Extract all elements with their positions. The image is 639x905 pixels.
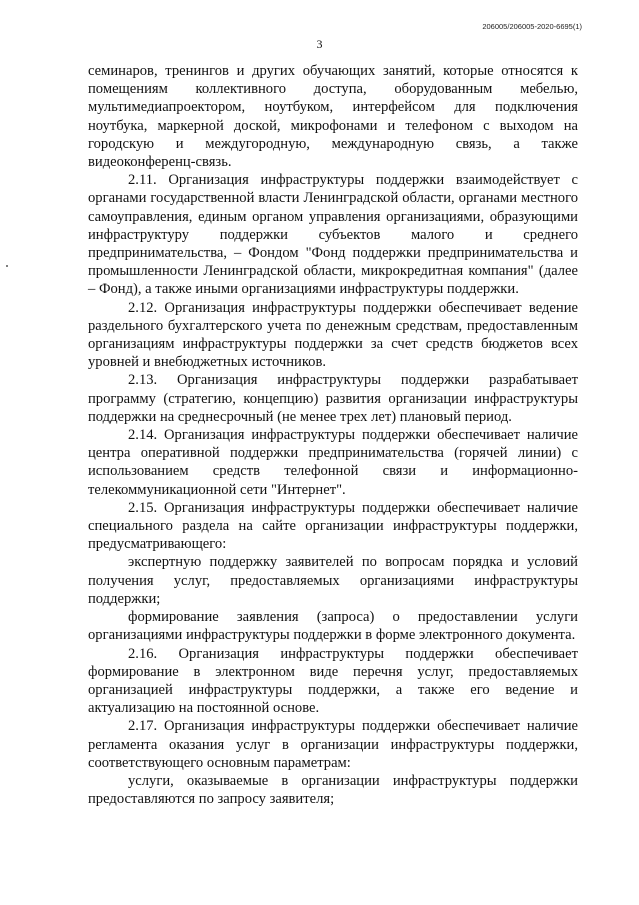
paragraph-2-16: 2.16. Организация инфраструктуры поддержки обеспечивает формирование в электронном виде перечня услуг, предоставляемых организацией инфраструктуры поддержки, а также его ведение и актуализацию на постоянной основе. — [88, 645, 578, 717]
page-number: 3 — [316, 37, 323, 51]
paragraph-2-11: 2.11. Организация инфраструктуры поддержки взаимодействует с органами государственной власти Ленинградской области, органами местного самоуправления, единым органом управления организациями, образующими инфраструктуру поддержки субъектов малого и среднего предпринимательства, – Фондом "Фонд поддержки предпринимательства и промышленности Ленинградской области, микрокредитная компания" (далее – Фонд), а также иными организациями инфраструктуры поддержки. — [88, 172, 578, 298]
paragraph-2-12: 2.12. Организация инфраструктуры поддержки обеспечивает ведение раздельного бухгалтерского учета по денежным средствам, предоставленным организациям инфраструктуры поддержки за счет средств бюджетов всех уровней и внебюджетных источников. — [88, 299, 578, 371]
paragraph-2-15-item-2: формирование заявления (запроса) о предоставлении услуги организациями инфраструктуры поддержки в форме электронного документа. — [88, 609, 578, 644]
margin-mark — [6, 265, 8, 267]
paragraph-2-17: 2.17. Организация инфраструктуры поддержки обеспечивает наличие регламента оказания услуг в организации инфраструктуры поддержки, соответствующего основным параметрам: — [88, 718, 578, 771]
paragraph-continuation: семинаров, тренингов и других обучающих занятий, которые относятся к помещениям коллективного доступа, оборудованным мебелью, мультимедиапроектором, ноутбуком, интерфейсом для подключения ноутбука, маркерной доской, микрофонами и телефоном с выходом на городскую и междугородную, международную связь, а также видеоконференц-связь. — [88, 63, 578, 171]
document-body — [88, 62, 578, 808]
paragraph-2-15-item-1: экспертную поддержку заявителей по вопросам порядка и условий получения услуг, предоставляемых организациями инфраструктуры поддержки; — [88, 554, 578, 607]
paragraph-2-17-item-1: услуги, оказываемые в организации инфраструктуры поддержки предоставляются по запросу заявителя; — [88, 772, 578, 808]
paragraph-2-15: 2.15. Организация инфраструктуры поддержки обеспечивает наличие специального раздела на сайте организации инфраструктуры поддержки, предусматривающего: — [88, 499, 578, 553]
document-id: 206005/206005-2020-6695(1) — [482, 22, 582, 31]
paragraph-2-14: 2.14. Организация инфраструктуры поддержки обеспечивает наличие центра оперативной поддержки предпринимательства (горячей линии) с использованием средств телефонной связи и информационно-телекоммуникационной сети "Интернет". — [88, 427, 578, 498]
paragraph-2-13: 2.13. Организация инфраструктуры поддержки разрабатывает программу (стратегию, концепцию) развития организации инфраструктуры поддержки на среднесрочный (не менее трех лет) плановый период. — [88, 372, 578, 425]
